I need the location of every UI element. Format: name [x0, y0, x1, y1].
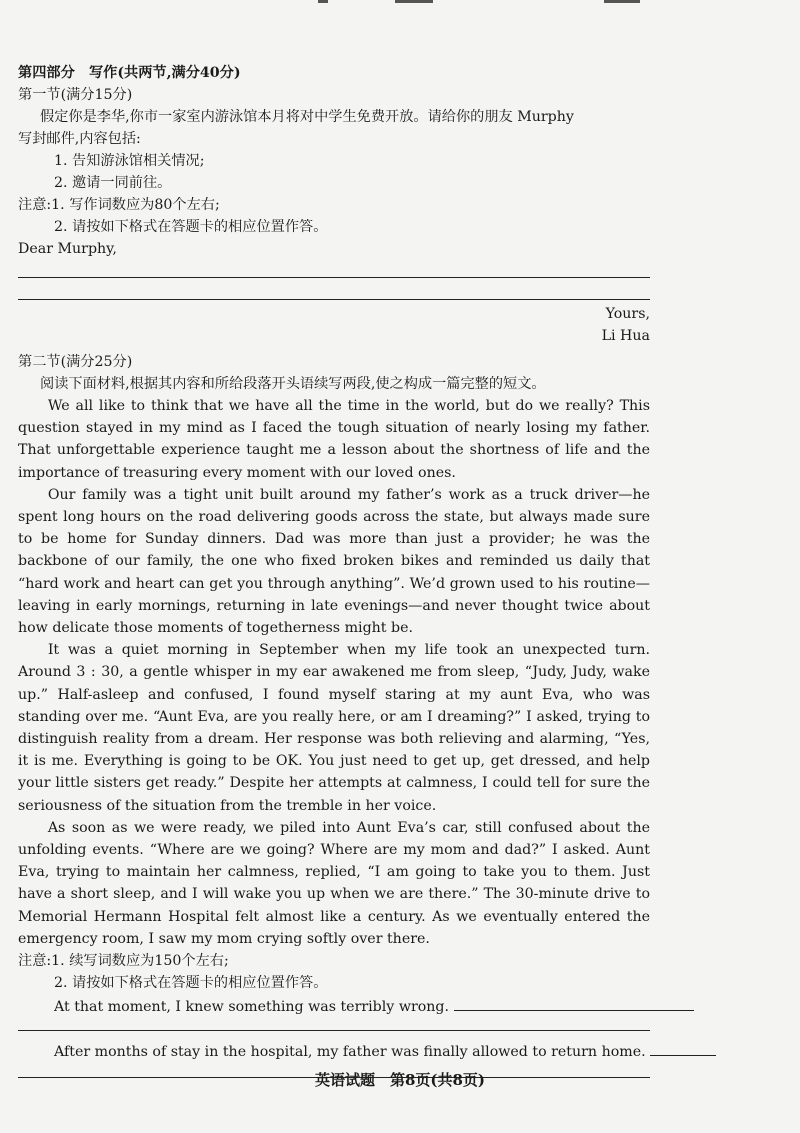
signature: Li Hua [601, 328, 650, 344]
section1-note2: 2. 请按如下格式在答题卡的相应位置作答。 [54, 219, 328, 235]
section1-heading: 第一节(满分15分) [18, 87, 133, 103]
salutation: Dear Murphy, [18, 241, 117, 257]
section1-prompt-line1: 假定你是李华,你市一家室内游泳馆本月将对中学生免费开放。请给你的朋友 Murphy [40, 109, 574, 125]
part-title: 第四部分 写作(共两节,满分40分) [18, 65, 241, 81]
page-footer: 英语试题 第8页(共8页) [314, 1071, 486, 1089]
answer-blank [454, 996, 694, 1011]
scan-mark [318, 0, 328, 3]
passage-paragraph-3: It was a quiet morning in September when my life took an unexpected turn. Around 3 : 30, a gentle whisper in my ear awakened me from sleep, “Judy, Judy, wake up.” Half-asleep and confused, I found myself staring at my aunt Eva, who was standing over me. “Aunt Eva, are you really here, or am I dreaming?” I asked, trying to distinguish reality from a dream. Her response was both relieving and alarming, “Yes, it is me. Everything is going to be OK. You just need to get up, get dressed, and help your little sisters get ready.” Despite her attempts at calmness, I could tell for sure the seriousness of the situation from the tremble in her voice. [18, 642, 650, 814]
section2-heading: 第二节(满分25分) [18, 354, 133, 370]
passage-paragraph-4: As soon as we were ready, we piled into Aunt Eva’s car, still confused about the unfolding events. “Where are we going? Where are my mom and dad?” I asked. Aunt Eva, trying to maintain her calmness, replied, “I am going to take you to them. Just have a short sleep, and I will wake you up when we are there.” The 30-minute drive to Memorial Hermann Hospital felt almost like a century. As we eventually entered the emergency room, I saw my mom crying softly over there. [18, 819, 650, 947]
scan-mark [395, 0, 433, 3]
answer-blank [650, 1041, 716, 1056]
passage-paragraph-1: We all like to think that we have all the time in the world, but do we really? This question stayed in my mind as I faced the tough situation of nearly losing my father. That unforgettable experience taught me a lesson about the shortness of life and the importance of treasuring every moment with our loved ones. [18, 398, 650, 481]
exam-page [18, 62, 650, 1078]
opener-2-text: After months of stay in the hospital, my father was finally allowed to return home. [54, 1044, 646, 1061]
section1-point-2: 2. 邀请一同前往。 [54, 175, 172, 191]
section1-note1: 注意:1. 写作词数应为80个左右; [18, 197, 220, 213]
passage-paragraph-2: Our family was a tight unit built around my father’s work as a truck driver—he spent long hours on the road delivering goods across the state, but always made sure to be home for Sunday dinners. Dad was more than just a provider; he was the backbone of our family, the one who fixed broken bikes and reminded us daily that “hard work and heart can get you through anything”. We’d grown used to his routine—leaving in early mornings, returning in late evenings—and never thought twice about how delicate those moments of togetherness might be. [18, 486, 650, 637]
continuation-opener-1 [18, 996, 650, 1018]
closing: Yours, [605, 306, 650, 322]
section1-prompt-line2: 写封邮件,内容包括: [18, 131, 141, 147]
scan-artifacts [0, 0, 800, 8]
opener-1-text: At that moment, I knew something was terribly wrong. [54, 999, 450, 1016]
scan-mark [604, 0, 640, 3]
section1-point-1: 1. 告知游泳馆相关情况; [54, 153, 205, 169]
continuation-opener-2 [18, 1041, 650, 1063]
section2-note2: 2. 请按如下格式在答题卡的相应位置作答。 [54, 975, 328, 992]
section2-instruction: 阅读下面材料,根据其内容和所给段落开头语续写两段,使之构成一篇完整的短文。 [40, 376, 546, 392]
section2-note1: 注意:1. 续写词数应为150个左右; [18, 953, 229, 970]
